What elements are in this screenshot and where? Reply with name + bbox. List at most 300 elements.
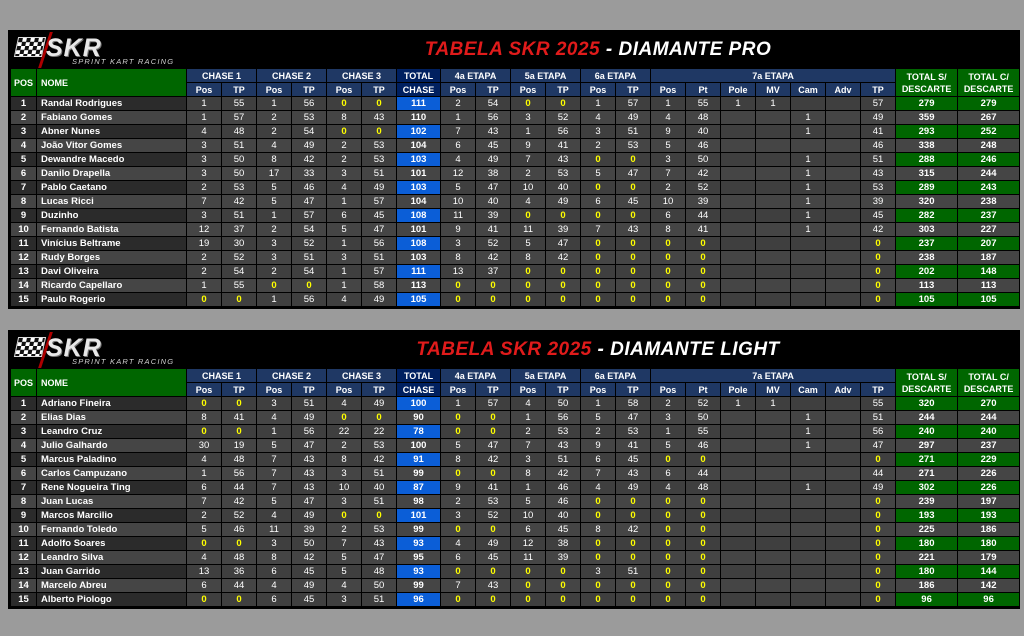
cell-adv [826,523,861,537]
cell-c2p: 5 [257,195,292,209]
cell-c3p: 1 [327,195,362,209]
cell-e4t: 49 [476,153,511,167]
cell-c1p: 0 [187,397,222,411]
cell-e7pt: 0 [686,579,721,593]
cell-e5p: 2 [511,425,546,439]
cell-e7pt: 52 [686,181,721,195]
cell-pole [721,279,756,293]
cell-driver-name: Alberto Piologo [37,593,187,607]
cell-adv [826,195,861,209]
cell-c3t: 50 [362,579,397,593]
cell-driver-name: Fabiano Gomes [37,111,187,125]
cell-adv [826,565,861,579]
cell-driver-name: Vinícius Beltrame [37,237,187,251]
cell-c1p: 1 [187,279,222,293]
cell-e4t: 42 [476,251,511,265]
table-row [11,195,1020,209]
logo-tagline-2: SPRINT KART RACING [72,357,175,366]
table-row [11,495,1020,509]
cell-pos: 14 [11,279,37,293]
cell-cam [791,265,826,279]
cell-c1p: 3 [187,153,222,167]
cell-e5t: 52 [546,111,581,125]
cell-e7pt: 55 [686,97,721,111]
cell-c2t: 50 [292,537,327,551]
cell-total-com-descarte: 252 [958,125,1020,139]
cell-c3p: 5 [327,551,362,565]
cell-e7pt: 0 [686,237,721,251]
cell-pos: 3 [11,425,37,439]
cell-c1p: 5 [187,523,222,537]
table-row [11,565,1020,579]
cell-pos: 3 [11,125,37,139]
cell-e7t: 43 [861,167,896,181]
cell-e5t: 39 [546,223,581,237]
sub-e4-pos: Pos [441,83,476,97]
cell-cam: 1 [791,223,826,237]
cell-total-com-descarte: 187 [958,251,1020,265]
cell-e5t: 0 [546,265,581,279]
cell-mv [756,223,791,237]
col-total-sem-descarte-2: TOTAL S/ DESCARTE [896,369,958,397]
cell-c3p: 3 [327,251,362,265]
cell-e4t: 49 [476,537,511,551]
cell-e7p: 2 [651,181,686,195]
cell-driver-name: Ricardo Capellaro [37,279,187,293]
cell-e7p: 0 [651,593,686,607]
cell-e6t: 51 [616,565,651,579]
cell-e4t: 45 [476,139,511,153]
cell-adv [826,97,861,111]
cell-pole [721,481,756,495]
cell-adv [826,397,861,411]
cell-pos: 2 [11,111,37,125]
cell-driver-name: Adolfo Soares [37,537,187,551]
skr-logo-2 [10,332,178,368]
cell-c1p: 8 [187,411,222,425]
cell-chase: 105 [397,293,441,307]
panel-title-red: TABELA SKR 2025 [424,39,601,60]
cell-e6p: 0 [581,181,616,195]
cell-cam: 1 [791,111,826,125]
cell-e5t: 43 [546,439,581,453]
cell-c3p: 0 [327,509,362,523]
cell-e4p: 2 [441,495,476,509]
col-total-com-descarte-2: TOTAL C/ DESCARTE [958,369,1020,397]
cell-e4t: 40 [476,195,511,209]
cell-c1t: 54 [222,265,257,279]
cell-c1p: 7 [187,495,222,509]
cell-e6p: 3 [581,565,616,579]
cell-e5t: 41 [546,139,581,153]
cell-c2p: 8 [257,551,292,565]
cell-c2t: 45 [292,593,327,607]
sub-c3-pos: Pos [327,83,362,97]
cell-c1p: 1 [187,467,222,481]
cell-e4p: 0 [441,523,476,537]
table-row [11,237,1020,251]
cell-e7t: 46 [861,139,896,153]
cell-pole [721,237,756,251]
cell-adv [826,279,861,293]
cell-total-sem-descarte: 240 [896,425,958,439]
cell-cam [791,139,826,153]
checkered-flag-icon [14,37,46,57]
cell-e5t: 0 [546,565,581,579]
cell-e5p: 7 [511,439,546,453]
cell-e6t: 51 [616,125,651,139]
col-pos-2: POS [11,369,37,397]
cell-c3p: 5 [327,565,362,579]
cell-e7pt: 0 [686,551,721,565]
cell-e4p: 0 [441,565,476,579]
cell-e4t: 47 [476,181,511,195]
sub-chase-2: CHASE [397,383,441,397]
cell-c3t: 57 [362,265,397,279]
cell-total-com-descarte: 96 [958,593,1020,607]
cell-driver-name: Juan Garrido [37,565,187,579]
cell-e5p: 2 [511,167,546,181]
cell-e7t: 42 [861,223,896,237]
table-row [11,481,1020,495]
cell-c1t: 51 [222,209,257,223]
sub-e7-cam: Cam [791,83,826,97]
cell-adv [826,209,861,223]
cell-c2p: 6 [257,593,292,607]
cell-c3p: 2 [327,139,362,153]
table-row [11,167,1020,181]
cell-e4p: 13 [441,265,476,279]
cell-e4p: 9 [441,481,476,495]
cell-pos: 8 [11,495,37,509]
cell-total-sem-descarte: 315 [896,167,958,181]
sub-e7-adv-2: Adv [826,383,861,397]
cell-e7pt: 50 [686,153,721,167]
cell-chase: 100 [397,397,441,411]
cell-e5p: 0 [511,97,546,111]
cell-pole [721,453,756,467]
cell-e4t: 37 [476,265,511,279]
panel-title-red-2: TABELA SKR 2025 [416,339,592,360]
cell-c2t: 56 [292,97,327,111]
cell-chase: 103 [397,181,441,195]
cell-e7pt: 0 [686,537,721,551]
cell-e6p: 1 [581,397,616,411]
cell-driver-name: Abner Nunes [37,125,187,139]
cell-total-com-descarte: 229 [958,453,1020,467]
cell-total-com-descarte: 243 [958,181,1020,195]
cell-pos: 6 [11,467,37,481]
cell-c1t: 46 [222,523,257,537]
cell-total-com-descarte: 267 [958,111,1020,125]
cell-c1t: 55 [222,97,257,111]
cell-pole [721,579,756,593]
cell-chase: 99 [397,523,441,537]
cell-pos: 1 [11,97,37,111]
cell-c3t: 53 [362,439,397,453]
sub-e4-tp-2: TP [476,383,511,397]
cell-c2p: 0 [257,279,292,293]
cell-c2t: 47 [292,195,327,209]
cell-c3p: 4 [327,293,362,307]
cell-c3p: 0 [327,97,362,111]
cell-c1p: 13 [187,565,222,579]
col-nome: NOME [37,69,187,97]
cell-c3t: 51 [362,167,397,181]
cell-e4p: 10 [441,195,476,209]
cell-mv [756,551,791,565]
panel-titlebar [10,32,1018,68]
cell-e5t: 46 [546,481,581,495]
cell-e5p: 0 [511,293,546,307]
cell-mv [756,565,791,579]
cell-e5p: 10 [511,509,546,523]
cell-total-com-descarte: 180 [958,537,1020,551]
cell-chase: 99 [397,579,441,593]
cell-e6t: 45 [616,195,651,209]
sub-e5-tp-2: TP [546,383,581,397]
cell-e4t: 0 [476,523,511,537]
cell-adv [826,509,861,523]
cell-c3p: 8 [327,111,362,125]
cell-total-sem-descarte: 297 [896,439,958,453]
cell-c1t: 48 [222,125,257,139]
cell-c3p: 5 [327,223,362,237]
sub-e7-adv: Adv [826,83,861,97]
cell-mv: 1 [756,97,791,111]
sub-c3-tp-2: TP [362,383,397,397]
cell-e6p: 4 [581,481,616,495]
group-header-row [11,69,1020,83]
table-panel-diamante-light [8,330,1020,609]
sub-e7-pos-2: Pos [651,383,686,397]
cell-c2p: 4 [257,139,292,153]
cell-c2t: 42 [292,153,327,167]
cell-e7pt: 39 [686,195,721,209]
cell-mv [756,593,791,607]
cell-adv [826,153,861,167]
cell-pos: 10 [11,523,37,537]
cell-c3t: 49 [362,181,397,195]
cell-e6p: 0 [581,551,616,565]
cell-c3p: 3 [327,495,362,509]
cell-c3p: 2 [327,439,362,453]
cell-total-sem-descarte: 302 [896,481,958,495]
table-panel-diamante-pro [8,30,1020,309]
cell-chase: 104 [397,139,441,153]
table-row [11,537,1020,551]
cell-e5t: 49 [546,195,581,209]
cell-e4t: 0 [476,293,511,307]
cell-e7pt: 50 [686,411,721,425]
cell-e5p: 0 [511,265,546,279]
cell-cam: 1 [791,125,826,139]
cell-c1p: 3 [187,209,222,223]
cell-mv [756,237,791,251]
cell-e6t: 0 [616,209,651,223]
cell-e6t: 58 [616,397,651,411]
cell-c2p: 1 [257,97,292,111]
cell-c1t: 51 [222,139,257,153]
cell-e7pt: 55 [686,425,721,439]
cell-pole [721,265,756,279]
cell-adv [826,181,861,195]
cell-total-com-descarte: 237 [958,209,1020,223]
cell-e7pt: 52 [686,397,721,411]
cell-e7p: 0 [651,523,686,537]
cell-c2p: 7 [257,453,292,467]
panel-title-white: - DIAMANTE PRO [600,39,772,60]
cell-e7t: 55 [861,397,896,411]
cell-chase: 101 [397,223,441,237]
cell-c2t: 46 [292,181,327,195]
cell-c3t: 53 [362,523,397,537]
cell-e7t: 51 [861,153,896,167]
cell-e5p: 0 [511,565,546,579]
cell-c2t: 47 [292,495,327,509]
cell-total-com-descarte: 193 [958,509,1020,523]
cell-total-sem-descarte: 221 [896,551,958,565]
cell-pos: 9 [11,209,37,223]
cell-e6t: 53 [616,425,651,439]
table-row [11,293,1020,307]
cell-e5p: 1 [511,125,546,139]
cell-mv [756,181,791,195]
cell-e7pt: 0 [686,265,721,279]
cell-chase: 100 [397,439,441,453]
cell-c1p: 2 [187,181,222,195]
table-head [11,69,1020,97]
cell-e7p: 5 [651,139,686,153]
cell-e5t: 42 [546,467,581,481]
table-row [11,209,1020,223]
cell-e5t: 56 [546,411,581,425]
cell-pole [721,167,756,181]
cell-c3t: 22 [362,425,397,439]
cell-pole [721,593,756,607]
cell-c2p: 6 [257,565,292,579]
table-row [11,397,1020,411]
cell-e4p: 0 [441,593,476,607]
cell-c2t: 53 [292,111,327,125]
cell-e4t: 57 [476,397,511,411]
cell-total-sem-descarte: 237 [896,237,958,251]
cell-total-com-descarte: 248 [958,139,1020,153]
cell-cam: 1 [791,195,826,209]
cell-c3p: 0 [327,411,362,425]
cell-e7pt: 0 [686,453,721,467]
cell-c3t: 49 [362,397,397,411]
cell-total-com-descarte: 142 [958,579,1020,593]
cell-e4p: 0 [441,411,476,425]
cell-e7t: 0 [861,523,896,537]
cell-pos: 14 [11,579,37,593]
cell-pos: 9 [11,509,37,523]
cell-chase: 103 [397,251,441,265]
cell-e6p: 7 [581,467,616,481]
cell-c3p: 4 [327,397,362,411]
cell-e5t: 0 [546,579,581,593]
cell-driver-name: Paulo Rogerio [37,293,187,307]
table-head-2 [11,369,1020,397]
cell-cam: 1 [791,425,826,439]
sub-c2-tp: TP [292,83,327,97]
cell-c2p: 3 [257,537,292,551]
table-row [11,265,1020,279]
cell-mv [756,425,791,439]
cell-e5p: 8 [511,467,546,481]
cell-c3p: 2 [327,523,362,537]
cell-c2t: 54 [292,265,327,279]
group-chase1: CHASE 1 [187,69,257,83]
cell-c2t: 49 [292,139,327,153]
cell-driver-name: Leandro Cruz [37,425,187,439]
cell-c2t: 39 [292,523,327,537]
cell-pole [721,139,756,153]
cell-chase: 99 [397,467,441,481]
cell-e4p: 2 [441,97,476,111]
cell-c1t: 48 [222,453,257,467]
cell-driver-name: Adriano Fineira [37,397,187,411]
cell-c3t: 43 [362,111,397,125]
sub-c3-pos-2: Pos [327,383,362,397]
cell-e4t: 52 [476,237,511,251]
cell-total-sem-descarte: 180 [896,565,958,579]
cell-cam [791,537,826,551]
sub-e6-tp-2: TP [616,383,651,397]
cell-c3t: 51 [362,593,397,607]
cell-mv [756,411,791,425]
cell-c3t: 45 [362,209,397,223]
cell-c3t: 0 [362,509,397,523]
cell-e7t: 51 [861,411,896,425]
cell-e5p: 3 [511,111,546,125]
cell-e6p: 0 [581,593,616,607]
cell-c2p: 4 [257,579,292,593]
cell-c1t: 52 [222,509,257,523]
cell-driver-name: Randal Rodrigues [37,97,187,111]
cell-c2t: 54 [292,223,327,237]
cell-e5p: 5 [511,495,546,509]
cell-e7p: 6 [651,467,686,481]
cell-e6p: 4 [581,111,616,125]
cell-e6t: 0 [616,579,651,593]
cell-adv [826,495,861,509]
cell-c1p: 6 [187,579,222,593]
cell-e7t: 53 [861,181,896,195]
cell-e5p: 9 [511,139,546,153]
cell-c3t: 58 [362,279,397,293]
cell-c3p: 7 [327,537,362,551]
cell-total-com-descarte: 179 [958,551,1020,565]
cell-chase: 90 [397,411,441,425]
cell-chase: 91 [397,453,441,467]
cell-e7t: 0 [861,265,896,279]
cell-cam [791,509,826,523]
cell-e7p: 2 [651,397,686,411]
cell-c1p: 4 [187,453,222,467]
cell-e7p: 10 [651,195,686,209]
cell-e6p: 0 [581,279,616,293]
table-row [11,509,1020,523]
table-row [11,467,1020,481]
cell-total-sem-descarte: 279 [896,97,958,111]
cell-c1t: 57 [222,111,257,125]
cell-e4t: 39 [476,209,511,223]
cell-e7p: 4 [651,481,686,495]
cell-pole [721,251,756,265]
panel-title-white-2: - DIAMANTE LIGHT [591,339,780,360]
